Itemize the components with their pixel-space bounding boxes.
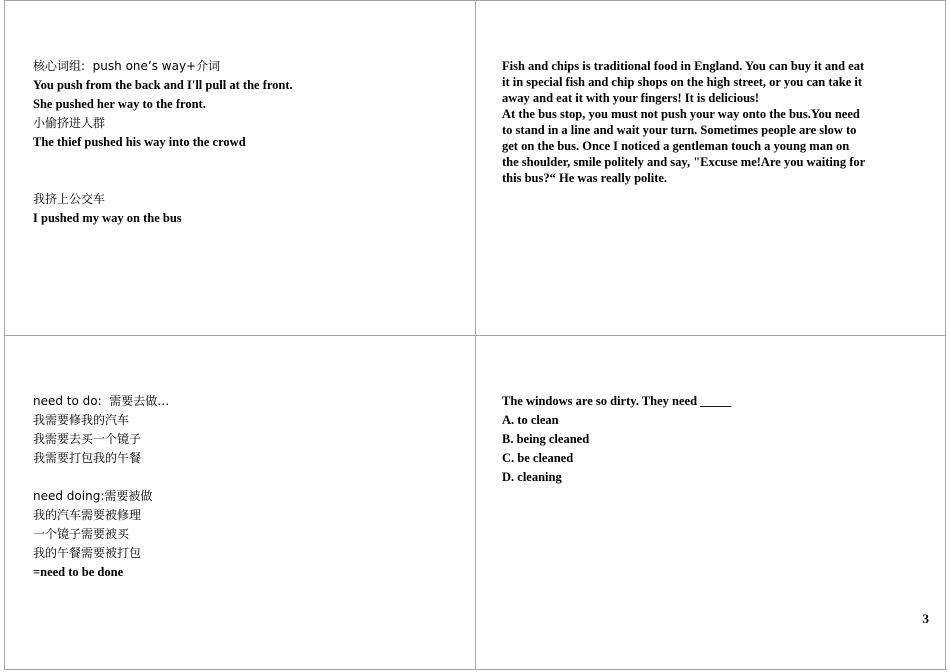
example-sentence: She pushed her way to the front.	[33, 97, 206, 111]
example-sentence: You push from the back and I'll pull at the front.	[33, 78, 293, 92]
chinese-example: 我的午餐需要被打包	[33, 546, 142, 560]
grammar-equivalence: =need to be done	[33, 565, 124, 579]
slide-top-left	[33, 57, 293, 228]
example-sentence: I pushed my way on the bus	[33, 211, 182, 225]
spacer	[33, 468, 169, 487]
grammar-heading: need to do: 需要去做…	[33, 394, 170, 408]
example-sentence: The thief pushed his way into the crowd	[33, 135, 246, 149]
reading-passage-line: get on the bus. Once I noticed a gentleman touch a young man on	[502, 139, 850, 153]
slide-bottom-right	[502, 392, 731, 487]
center-divider	[475, 0, 476, 670]
quiz-option-d: D. cleaning	[502, 470, 562, 484]
chinese-example: 我需要修我的汽车	[33, 413, 130, 427]
reading-passage-line: Fish and chips is traditional food in England. You can buy it and eat	[502, 59, 865, 73]
slide-bottom-left	[33, 392, 169, 582]
right-border	[945, 0, 946, 670]
grammar-heading: need doing:需要被做	[33, 489, 153, 503]
reading-passage-line: away and eat it with your fingers! It is delicious!	[502, 91, 760, 105]
chinese-example: 我需要打包我的午餐	[33, 451, 142, 465]
reading-passage-line: this bus?“ He was really polite.	[502, 171, 668, 185]
chinese-example: 我需要去买一个镜子	[33, 432, 142, 446]
quiz-option-c: C. be cleaned	[502, 451, 574, 465]
chinese-prompt: 小偷挤进人群	[33, 116, 106, 130]
reading-passage-line: it in special fish and chip shops on the high street, or you can take it	[502, 75, 863, 89]
slide-top-right	[502, 58, 865, 186]
reading-passage-line: to stand in a line and wait your turn. Sometimes people are slow to	[502, 123, 857, 137]
left-border	[4, 0, 5, 670]
chinese-example: 一个镜子需要被买	[33, 527, 130, 541]
chinese-prompt: 我挤上公交车	[33, 192, 106, 206]
page-number: 3	[922, 611, 929, 626]
core-phrase-line: 核心词组: push one’s way+介词	[33, 59, 221, 73]
reading-passage-line: At the bus stop, you must not push your way onto the bus.You need	[502, 107, 860, 121]
quiz-option-a: A. to clean	[502, 413, 559, 427]
reading-passage-line: the shoulder, smile politely and say, "Excuse me!Are you waiting for	[502, 155, 866, 169]
quiz-question: The windows are so dirty. They need _____	[502, 394, 732, 408]
spacer	[33, 171, 293, 190]
quiz-option-b: B. being cleaned	[502, 432, 590, 446]
chinese-example: 我的汽车需要被修理	[33, 508, 142, 522]
spacer	[33, 152, 293, 171]
